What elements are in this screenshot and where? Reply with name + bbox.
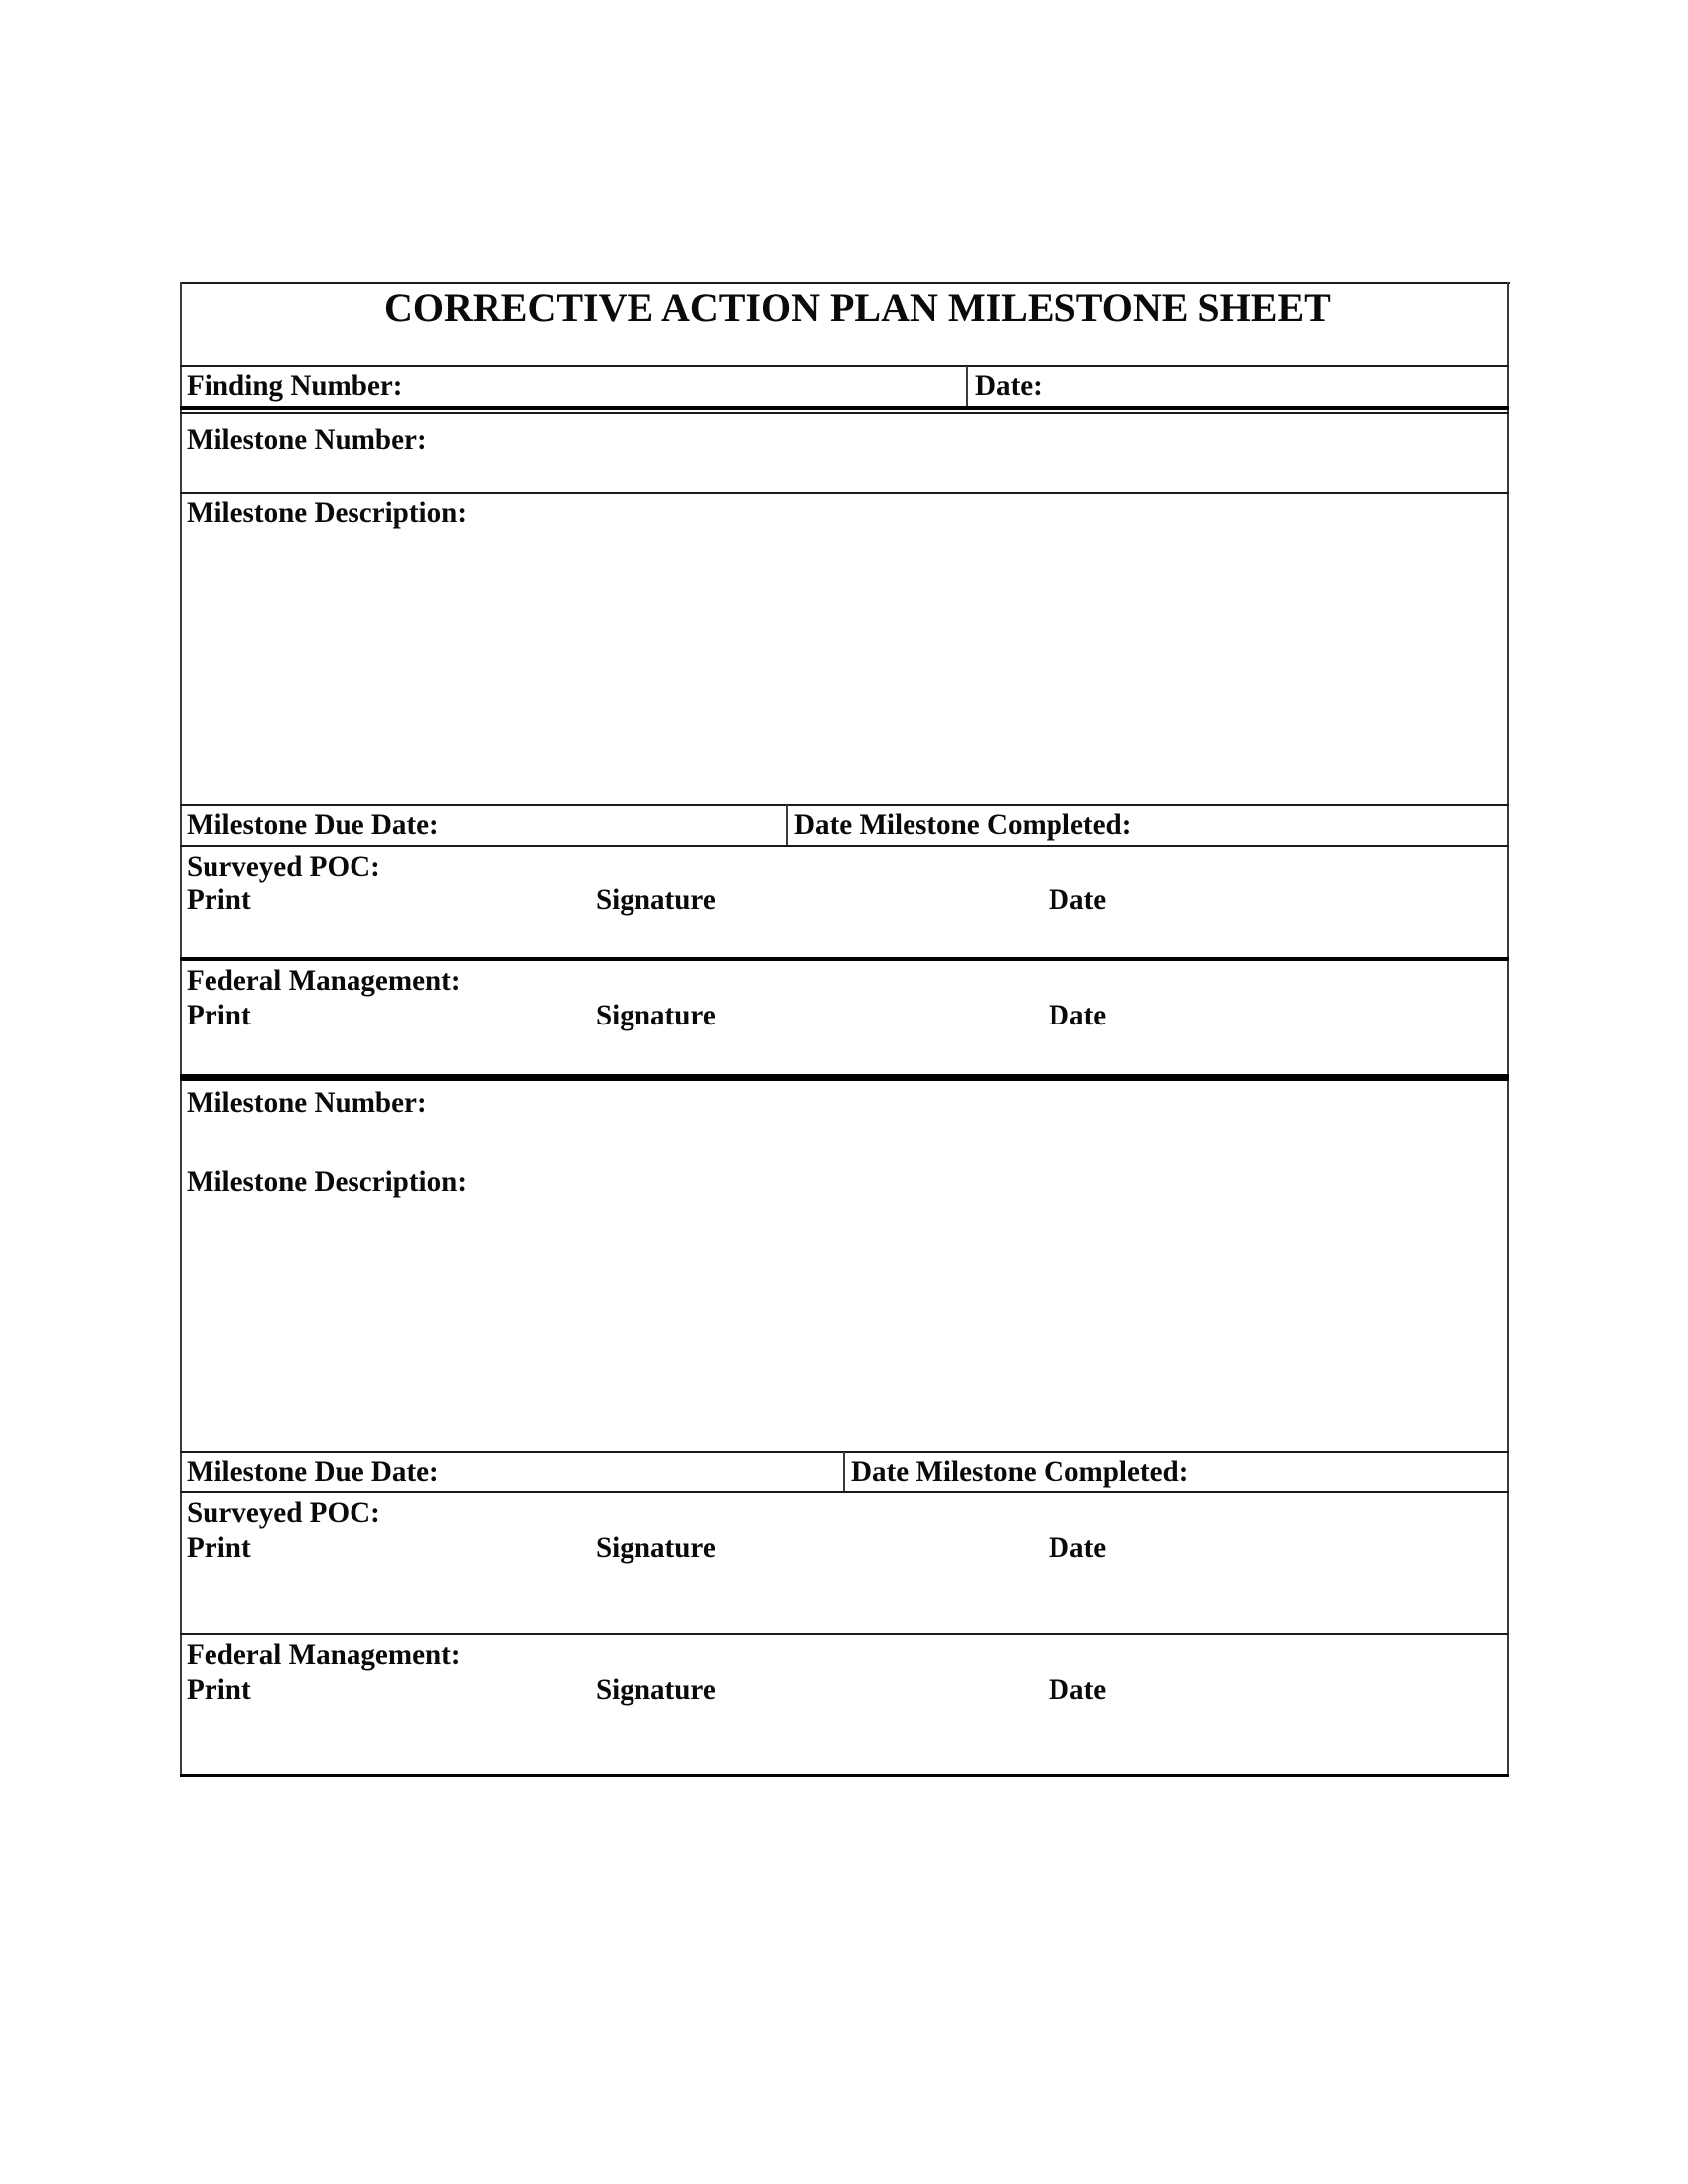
federal-management-date-field[interactable]: Date <box>1049 999 1107 1031</box>
table-right-border <box>1507 282 1509 1777</box>
surveyed-poc-signature-field[interactable]: Signature <box>596 884 716 916</box>
milestone-2-number-field[interactable] <box>182 1081 1507 1160</box>
milestone-1-due-date-field[interactable] <box>182 806 786 845</box>
federal-management-print-field[interactable]: Print <box>187 1673 251 1706</box>
milestone-due-date-label: Milestone Due Date: <box>187 808 439 841</box>
milestone-1-date-completed-field[interactable] <box>788 806 1507 845</box>
milestone-number-label: Milestone Number: <box>187 1086 427 1119</box>
milestone-1-number-field[interactable] <box>182 414 1507 493</box>
surveyed-poc-signature-field[interactable]: Signature <box>596 1531 716 1564</box>
surveyed-poc-print-field[interactable]: Print <box>187 884 251 916</box>
milestone-2-description-field[interactable] <box>182 1160 1507 1451</box>
milestone-1-description-field[interactable] <box>182 494 1507 805</box>
federal-management-signature-field[interactable]: Signature <box>596 1673 716 1706</box>
milestone-description-label: Milestone Description: <box>187 496 468 529</box>
header-date-field[interactable] <box>968 367 1507 406</box>
section-divider-thick <box>180 1074 1509 1081</box>
milestone-2-surveyed-poc-section <box>182 1493 1507 1633</box>
finding-number-field[interactable] <box>182 367 966 406</box>
milestone-due-date-label: Milestone Due Date: <box>187 1455 439 1488</box>
surveyed-poc-heading: Surveyed POC: <box>187 1496 380 1529</box>
milestone-2-federal-management-section <box>182 1635 1507 1774</box>
surveyed-poc-heading: Surveyed POC: <box>187 850 380 883</box>
date-completed-label: Date Milestone Completed: <box>794 808 1132 841</box>
title-cell <box>182 284 1507 366</box>
table-bottom-border <box>180 1774 1509 1777</box>
federal-management-print-field[interactable]: Print <box>187 999 251 1031</box>
milestone-number-label: Milestone Number: <box>187 423 427 456</box>
milestone-1-federal-management-section <box>182 961 1507 1074</box>
surveyed-poc-print-field[interactable]: Print <box>187 1531 251 1564</box>
surveyed-poc-date-field[interactable]: Date <box>1049 1531 1107 1564</box>
federal-management-heading: Federal Management: <box>187 964 461 997</box>
surveyed-poc-date-field[interactable]: Date <box>1049 884 1107 916</box>
federal-management-date-field[interactable]: Date <box>1049 1673 1107 1706</box>
milestone-2-due-date-field[interactable] <box>182 1453 843 1491</box>
header-date-label: Date: <box>975 369 1043 402</box>
federal-management-signature-field[interactable]: Signature <box>596 999 716 1031</box>
double-divider-thick <box>180 406 1509 410</box>
federal-management-heading: Federal Management: <box>187 1638 461 1671</box>
milestone-2-date-completed-field[interactable] <box>845 1453 1507 1491</box>
milestone-1-surveyed-poc-section <box>182 847 1507 957</box>
milestone-description-label: Milestone Description: <box>187 1165 468 1198</box>
page-title: CORRECTIVE ACTION PLAN MILESTONE SHEET <box>384 285 1331 330</box>
date-completed-label: Date Milestone Completed: <box>851 1455 1189 1488</box>
finding-number-label: Finding Number: <box>187 369 403 402</box>
